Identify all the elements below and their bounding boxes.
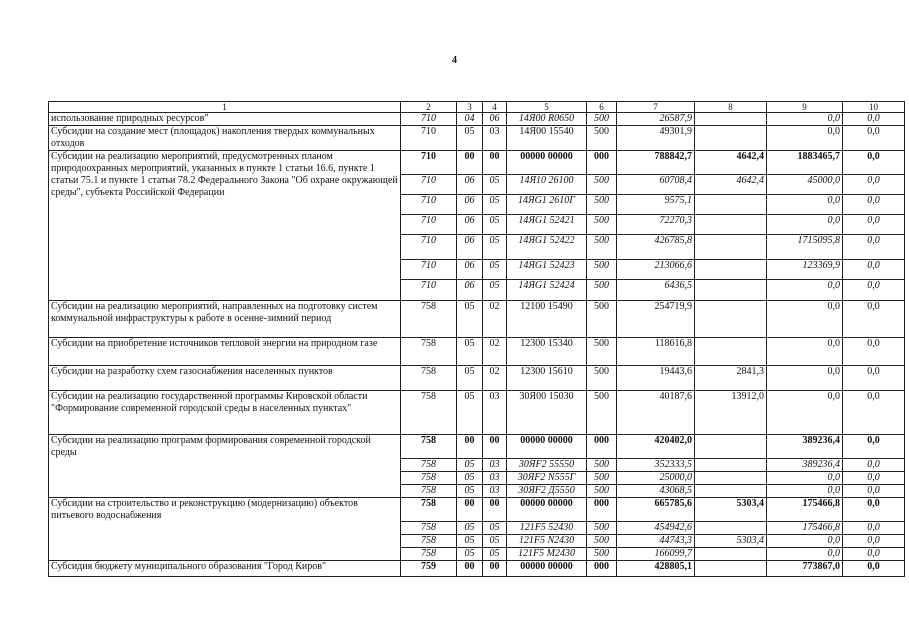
- cell-c5: 00000 00000: [507, 561, 587, 577]
- cell-c7: 43068,5: [617, 485, 695, 498]
- cell-c3: 06: [457, 235, 483, 260]
- cell-c2: 710: [401, 235, 457, 260]
- cell-c2: 710: [401, 215, 457, 235]
- cell-c8: [695, 260, 767, 280]
- cell-c10: 0,0: [843, 459, 905, 472]
- cell-c4: 00: [483, 498, 507, 522]
- budget-table: [48, 101, 905, 577]
- cell-c6: 500: [587, 280, 617, 301]
- cell-c2: 710: [401, 195, 457, 215]
- cell-c4: 02: [483, 338, 507, 366]
- cell-c10: 0,0: [843, 195, 905, 215]
- cell-c6: 000: [587, 435, 617, 459]
- cell-c2: 710: [401, 113, 457, 126]
- cell-c4: 05: [483, 260, 507, 280]
- cell-c10: 0,0: [843, 301, 905, 338]
- cell-c6: 500: [587, 175, 617, 195]
- cell-c9: 0,0: [767, 472, 843, 485]
- row-description: Субсидия бюджету муниципального образования "Город Киров": [49, 561, 401, 577]
- cell-c4: 05: [483, 548, 507, 561]
- cell-c6: 500: [587, 260, 617, 280]
- cell-c2: 758: [401, 338, 457, 366]
- cell-c7: 25000,0: [617, 472, 695, 485]
- cell-c4: 03: [483, 391, 507, 435]
- cell-c9: 0,0: [767, 301, 843, 338]
- cell-c6: 500: [587, 522, 617, 535]
- cell-c8: [695, 561, 767, 577]
- cell-c7: 60708,4: [617, 175, 695, 195]
- cell-c7: 49301,9: [617, 126, 695, 151]
- cell-c2: 758: [401, 485, 457, 498]
- cell-c4: 00: [483, 435, 507, 459]
- table-row: [49, 435, 905, 459]
- cell-c8: [695, 126, 767, 151]
- cell-c4: 05: [483, 280, 507, 301]
- cell-c6: 500: [587, 215, 617, 235]
- table-row: [49, 498, 905, 522]
- cell-c7: 665785,6: [617, 498, 695, 522]
- cell-c10: 0,0: [843, 113, 905, 126]
- cell-c5: 30ЯF2 Д5550: [507, 485, 587, 498]
- cell-c9: 389236,4: [767, 459, 843, 472]
- cell-c10: 0,0: [843, 215, 905, 235]
- cell-c8: [695, 215, 767, 235]
- row-description: Субсидии на реализацию мероприятий, предусмотренных планом природоохранных мероприятий, указанных в пункте 1 статьи 16.6, пункте 1 статьи 75.1 и пункте 1 статьи 78.2 Федерального Закона "Об охране окружающей среды", субъекта Российской Федерации: [49, 151, 401, 301]
- table-row: [49, 113, 905, 126]
- cell-c10: 0,0: [843, 391, 905, 435]
- cell-c8: 5303,4: [695, 498, 767, 522]
- cell-c6: 500: [587, 113, 617, 126]
- cell-c5: 14Я00 R0650: [507, 113, 587, 126]
- cell-c7: 9575,1: [617, 195, 695, 215]
- cell-c7: 6436,5: [617, 280, 695, 301]
- cell-c8: [695, 459, 767, 472]
- cell-c3: 05: [457, 472, 483, 485]
- cell-c3: 05: [457, 548, 483, 561]
- cell-c7: 40187,6: [617, 391, 695, 435]
- cell-c2: 710: [401, 260, 457, 280]
- cell-c2: 758: [401, 522, 457, 535]
- row-description: Субсидии на строительство и реконструкцию (модернизацию) объектов питьевого водоснабжения: [49, 498, 401, 561]
- cell-c5: 12300 15340: [507, 338, 587, 366]
- cell-c6: 500: [587, 366, 617, 391]
- cell-c8: [695, 435, 767, 459]
- cell-c5: 12300 15610: [507, 366, 587, 391]
- cell-c3: 00: [457, 498, 483, 522]
- cell-c9: 0,0: [767, 485, 843, 498]
- cell-c5: 00000 00000: [507, 435, 587, 459]
- cell-c5: 121F5 M2430: [507, 548, 587, 561]
- cell-c5: 14ЯG1 2610Г: [507, 195, 587, 215]
- cell-c7: 44743,3: [617, 535, 695, 548]
- cell-c3: 05: [457, 485, 483, 498]
- cell-c2: 758: [401, 498, 457, 522]
- cell-c7: 420402,0: [617, 435, 695, 459]
- cell-c8: 13912,0: [695, 391, 767, 435]
- row-description: Субсидии на разработку схем газоснабжения населенных пунктов: [49, 366, 401, 391]
- cell-c10: 0,0: [843, 175, 905, 195]
- cell-c6: 500: [587, 301, 617, 338]
- table-row: [49, 126, 905, 151]
- cell-c2: 758: [401, 391, 457, 435]
- page-number: 4: [452, 55, 457, 66]
- cell-c3: 05: [457, 535, 483, 548]
- table-row: [49, 151, 905, 175]
- cell-c5: 30Я00 15030: [507, 391, 587, 435]
- cell-c5: 14Я10 26100: [507, 175, 587, 195]
- cell-c2: 758: [401, 548, 457, 561]
- cell-c10: 0,0: [843, 561, 905, 577]
- cell-c9: 175466,8: [767, 522, 843, 535]
- cell-c5: 14ЯG1 52424: [507, 280, 587, 301]
- row-description: использование природных ресурсов": [49, 113, 401, 126]
- cell-c4: 05: [483, 195, 507, 215]
- header-cell: 1: [49, 102, 401, 113]
- cell-c4: 05: [483, 522, 507, 535]
- cell-c10: 0,0: [843, 338, 905, 366]
- cell-c9: 0,0: [767, 548, 843, 561]
- cell-c2: 710: [401, 126, 457, 151]
- cell-c4: 00: [483, 151, 507, 175]
- cell-c10: 0,0: [843, 485, 905, 498]
- cell-c3: 06: [457, 175, 483, 195]
- cell-c3: 00: [457, 435, 483, 459]
- cell-c9: 0,0: [767, 280, 843, 301]
- cell-c4: 03: [483, 472, 507, 485]
- cell-c9: 1883465,7: [767, 151, 843, 175]
- row-description: Субсидии на реализацию программ формирования современной городской среды: [49, 435, 401, 498]
- cell-c4: 00: [483, 561, 507, 577]
- cell-c10: 0,0: [843, 151, 905, 175]
- cell-c9: 0,0: [767, 366, 843, 391]
- cell-c7: 118616,8: [617, 338, 695, 366]
- cell-c9: 1715095,8: [767, 235, 843, 260]
- cell-c8: [695, 522, 767, 535]
- cell-c5: 00000 00000: [507, 151, 587, 175]
- cell-c4: 03: [483, 126, 507, 151]
- header-cell: 3: [457, 102, 483, 113]
- cell-c2: 758: [401, 301, 457, 338]
- cell-c6: 500: [587, 485, 617, 498]
- cell-c6: 000: [587, 561, 617, 577]
- cell-c8: [695, 113, 767, 126]
- cell-c3: 00: [457, 561, 483, 577]
- header-cell: 9: [767, 102, 843, 113]
- cell-c8: 5303,4: [695, 535, 767, 548]
- cell-c10: 0,0: [843, 548, 905, 561]
- cell-c4: 06: [483, 113, 507, 126]
- table-row: [49, 391, 905, 435]
- cell-c9: 0,0: [767, 126, 843, 151]
- header-row: [49, 102, 905, 113]
- cell-c4: 02: [483, 366, 507, 391]
- cell-c3: 05: [457, 338, 483, 366]
- cell-c2: 759: [401, 561, 457, 577]
- cell-c8: [695, 301, 767, 338]
- header-cell: 7: [617, 102, 695, 113]
- cell-c3: 05: [457, 366, 483, 391]
- cell-c5: 14Я00 15540: [507, 126, 587, 151]
- cell-c6: 000: [587, 498, 617, 522]
- cell-c3: 05: [457, 301, 483, 338]
- cell-c4: 05: [483, 215, 507, 235]
- cell-c10: 0,0: [843, 435, 905, 459]
- table-row: [49, 366, 905, 391]
- cell-c3: 04: [457, 113, 483, 126]
- cell-c10: 0,0: [843, 126, 905, 151]
- header-cell: 10: [843, 102, 905, 113]
- cell-c9: 389236,4: [767, 435, 843, 459]
- cell-c9: 0,0: [767, 391, 843, 435]
- header-cell: 4: [483, 102, 507, 113]
- cell-c9: 0,0: [767, 338, 843, 366]
- cell-c3: 06: [457, 195, 483, 215]
- cell-c9: 0,0: [767, 195, 843, 215]
- cell-c9: 0,0: [767, 535, 843, 548]
- cell-c5: 121F5 N2430: [507, 535, 587, 548]
- cell-c2: 758: [401, 366, 457, 391]
- cell-c10: 0,0: [843, 522, 905, 535]
- cell-c7: 426785,8: [617, 235, 695, 260]
- cell-c7: 254719,9: [617, 301, 695, 338]
- cell-c2: 758: [401, 535, 457, 548]
- table-row: [49, 338, 905, 366]
- cell-c9: 175466,8: [767, 498, 843, 522]
- cell-c6: 500: [587, 338, 617, 366]
- cell-c2: 758: [401, 435, 457, 459]
- cell-c5: 14ЯG1 52423: [507, 260, 587, 280]
- cell-c3: 05: [457, 391, 483, 435]
- cell-c5: 00000 00000: [507, 498, 587, 522]
- cell-c7: 166099,7: [617, 548, 695, 561]
- cell-c10: 0,0: [843, 472, 905, 485]
- cell-c6: 500: [587, 459, 617, 472]
- cell-c7: 352333,5: [617, 459, 695, 472]
- cell-c7: 19443,6: [617, 366, 695, 391]
- cell-c8: [695, 235, 767, 260]
- cell-c8: [695, 195, 767, 215]
- cell-c4: 05: [483, 175, 507, 195]
- cell-c9: 0,0: [767, 113, 843, 126]
- cell-c4: 05: [483, 235, 507, 260]
- cell-c5: 30ЯF2 N555Г: [507, 472, 587, 485]
- cell-c8: [695, 280, 767, 301]
- cell-c6: 000: [587, 151, 617, 175]
- header-cell: 6: [587, 102, 617, 113]
- cell-c6: 500: [587, 195, 617, 215]
- cell-c8: [695, 338, 767, 366]
- table-row: [49, 301, 905, 338]
- cell-c8: 2841,3: [695, 366, 767, 391]
- cell-c6: 500: [587, 126, 617, 151]
- cell-c8: [695, 548, 767, 561]
- cell-c7: 788842,7: [617, 151, 695, 175]
- cell-c2: 710: [401, 280, 457, 301]
- cell-c4: 03: [483, 459, 507, 472]
- cell-c10: 0,0: [843, 235, 905, 260]
- cell-c4: 03: [483, 485, 507, 498]
- cell-c9: 45000,0: [767, 175, 843, 195]
- header-cell: 5: [507, 102, 587, 113]
- cell-c3: 06: [457, 280, 483, 301]
- cell-c2: 758: [401, 472, 457, 485]
- row-description: Субсидии на создание мест (площадок) накопления твердых коммунальных отходов: [49, 126, 401, 151]
- cell-c2: 710: [401, 175, 457, 195]
- row-description: Субсидии на приобретение источников тепловой энергии на природном газе: [49, 338, 401, 366]
- row-description: Субсидии на реализацию мероприятий, направленных на подготовку систем коммунальной инфраструктуры к работе в осенне-зимний период: [49, 301, 401, 338]
- cell-c2: 710: [401, 151, 457, 175]
- cell-c5: 30ЯF2 55550: [507, 459, 587, 472]
- cell-c3: 06: [457, 260, 483, 280]
- cell-c6: 500: [587, 548, 617, 561]
- cell-c8: 4642,4: [695, 151, 767, 175]
- cell-c7: 26587,9: [617, 113, 695, 126]
- cell-c7: 428805,1: [617, 561, 695, 577]
- cell-c10: 0,0: [843, 498, 905, 522]
- cell-c10: 0,0: [843, 260, 905, 280]
- cell-c9: 773867,0: [767, 561, 843, 577]
- header-cell: 2: [401, 102, 457, 113]
- cell-c6: 500: [587, 235, 617, 260]
- cell-c3: 06: [457, 215, 483, 235]
- cell-c9: 123369,9: [767, 260, 843, 280]
- table-row: [49, 561, 905, 577]
- cell-c2: 758: [401, 459, 457, 472]
- cell-c6: 500: [587, 535, 617, 548]
- cell-c5: 12100 15490: [507, 301, 587, 338]
- cell-c7: 454942,6: [617, 522, 695, 535]
- header-cell: 8: [695, 102, 767, 113]
- cell-c4: 05: [483, 535, 507, 548]
- cell-c5: 121F5 52430: [507, 522, 587, 535]
- cell-c5: 14ЯG1 52421: [507, 215, 587, 235]
- cell-c6: 500: [587, 472, 617, 485]
- cell-c3: 00: [457, 151, 483, 175]
- cell-c10: 0,0: [843, 366, 905, 391]
- cell-c3: 05: [457, 459, 483, 472]
- cell-c8: 4642,4: [695, 175, 767, 195]
- cell-c3: 05: [457, 126, 483, 151]
- cell-c10: 0,0: [843, 535, 905, 548]
- cell-c10: 0,0: [843, 280, 905, 301]
- cell-c8: [695, 472, 767, 485]
- cell-c6: 500: [587, 391, 617, 435]
- row-description: Субсидии на реализацию государственной программы Кировской области "Формирование современной городской среды в населенных пунктах": [49, 391, 401, 435]
- cell-c7: 213066,6: [617, 260, 695, 280]
- cell-c3: 05: [457, 522, 483, 535]
- cell-c8: [695, 485, 767, 498]
- cell-c9: 0,0: [767, 215, 843, 235]
- cell-c7: 72270,3: [617, 215, 695, 235]
- cell-c4: 02: [483, 301, 507, 338]
- cell-c5: 14ЯG1 52422: [507, 235, 587, 260]
